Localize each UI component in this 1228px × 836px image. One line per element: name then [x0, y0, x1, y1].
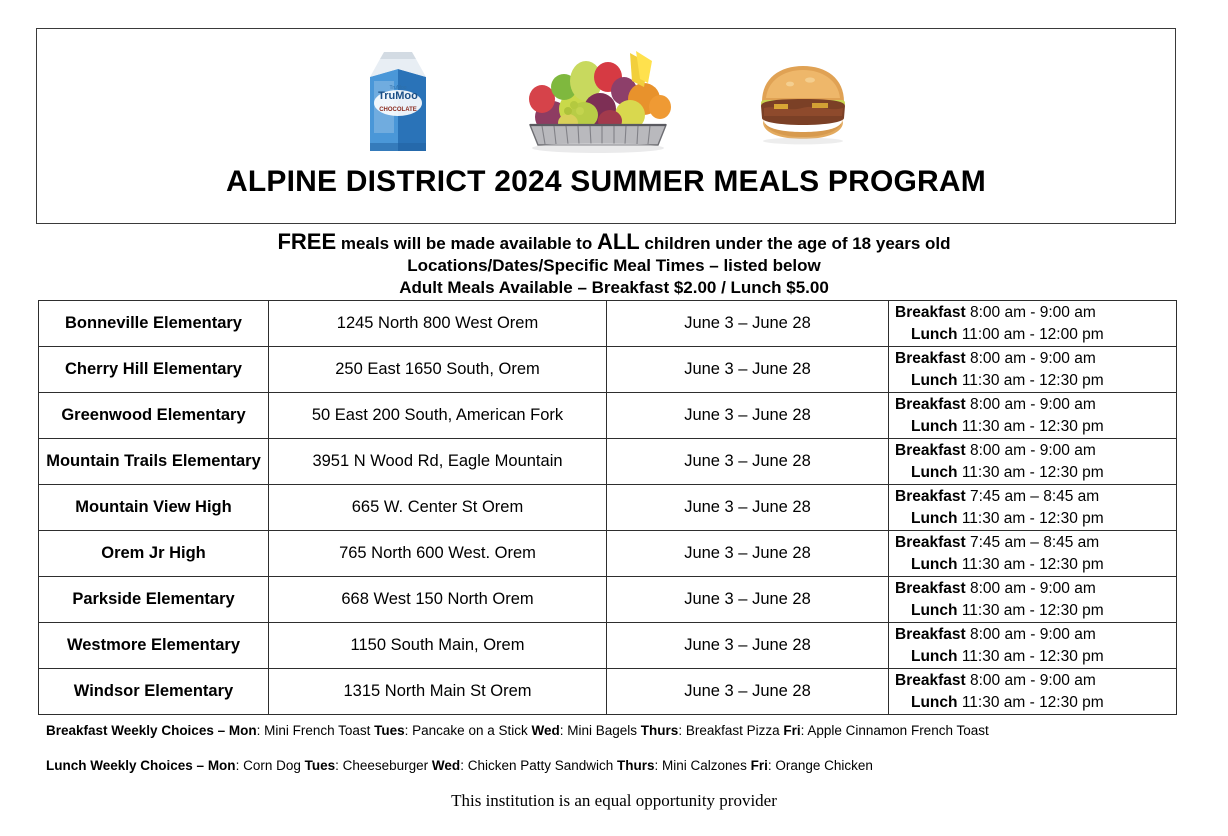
breakfast-label: Breakfast [895, 441, 966, 459]
breakfast-food-tues: : Pancake on a Stick [404, 723, 532, 738]
breakfast-food-mon: : Mini French Toast [256, 723, 375, 738]
milk-carton-image [360, 47, 438, 157]
schedule-table-body [39, 301, 1177, 715]
breakfast-time: 8:00 am - 9:00 am [969, 579, 1096, 597]
header-banner [36, 28, 1176, 224]
lunch-time: 11:30 am - 12:30 pm [961, 601, 1104, 619]
breakfast-time: 8:00 am - 9:00 am [969, 625, 1096, 643]
lunch-time: 11:30 am - 12:30 pm [961, 371, 1104, 389]
breakfast-time: 8:00 am - 9:00 am [969, 349, 1096, 367]
site-name: Bonneville Elementary [39, 301, 269, 347]
header-image-strip [37, 37, 1175, 167]
breakfast-day-mon: Mon [228, 723, 257, 738]
breakfast-day-fri: Fri [783, 723, 801, 738]
meal-schedule-table [38, 300, 1177, 715]
hamburger-image [754, 58, 852, 146]
table-row [39, 347, 1177, 393]
intro-line-2: Locations/Dates/Specific Meal Times – listed below [407, 256, 821, 275]
site-address: 50 East 200 South, American Fork [269, 393, 607, 439]
breakfast-day-wed: Wed [531, 723, 560, 738]
intro-line-1-mid: meals will be made available to [336, 234, 597, 253]
breakfast-label: Breakfast [895, 671, 966, 689]
breakfast-choices-heading: Breakfast Weekly Choices – [46, 723, 229, 738]
intro-line-1-end: children under the age of 18 years old [639, 234, 951, 253]
site-dates: June 3 – June 28 [607, 669, 889, 715]
site-address: 3951 N Wood Rd, Eagle Mountain [269, 439, 607, 485]
fruit-basket-image [512, 47, 680, 157]
table-row [39, 485, 1177, 531]
breakfast-label: Breakfast [895, 303, 966, 321]
site-name: Mountain View High [39, 485, 269, 531]
lunch-day-fri: Fri [750, 758, 768, 773]
site-meal-times [889, 347, 1177, 393]
site-name: Orem Jr High [39, 531, 269, 577]
table-row [39, 393, 1177, 439]
lunch-day-thurs: Thurs [617, 758, 655, 773]
lunch-time: 11:30 am - 12:30 pm [961, 509, 1104, 527]
site-address: 765 North 600 West. Orem [269, 531, 607, 577]
site-address: 250 East 1650 South, Orem [269, 347, 607, 393]
breakfast-time: 7:45 am – 8:45 am [969, 533, 1100, 551]
svg-text:TruMoo: TruMoo [389, 85, 407, 91]
site-name: Parkside Elementary [39, 577, 269, 623]
lunch-label: Lunch [911, 601, 958, 619]
site-dates: June 3 – June 28 [607, 347, 889, 393]
breakfast-label: Breakfast [895, 579, 966, 597]
intro-line-3: Adult Meals Available – Breakfast $2.00 / Lunch $5.00 [399, 278, 829, 297]
table-row [39, 531, 1177, 577]
lunch-food-tues: : Cheeseburger [335, 758, 432, 773]
lunch-label: Lunch [911, 509, 958, 527]
site-address: 1315 North Main St Orem [269, 669, 607, 715]
lunch-food-fri: : Orange Chicken [767, 758, 873, 773]
site-name: Windsor Elementary [39, 669, 269, 715]
table-row [39, 577, 1177, 623]
breakfast-weekly-choices [46, 722, 1186, 739]
site-name: Greenwood Elementary [39, 393, 269, 439]
breakfast-time: 7:45 am – 8:45 am [969, 487, 1100, 505]
lunch-food-mon: : Corn Dog [235, 758, 305, 773]
site-address: 668 West 150 North Orem [269, 577, 607, 623]
lunch-time: 11:30 am - 12:30 pm [961, 647, 1104, 665]
site-meal-times [889, 669, 1177, 715]
site-meal-times [889, 439, 1177, 485]
breakfast-time: 8:00 am - 9:00 am [969, 395, 1096, 413]
breakfast-food-wed: : Mini Bagels [559, 723, 641, 738]
site-meal-times [889, 577, 1177, 623]
lunch-label: Lunch [911, 463, 958, 481]
site-meal-times [889, 301, 1177, 347]
lunch-label: Lunch [911, 325, 958, 343]
lunch-time: 11:00 am - 12:00 pm [961, 325, 1104, 343]
lunch-day-tues: Tues [304, 758, 336, 773]
breakfast-label: Breakfast [895, 395, 966, 413]
site-address: 1150 South Main, Orem [269, 623, 607, 669]
breakfast-time: 8:00 am - 9:00 am [969, 671, 1096, 689]
table-row [39, 669, 1177, 715]
breakfast-time: 8:00 am - 9:00 am [969, 303, 1096, 321]
weekly-choices-notes [46, 722, 1186, 774]
lunch-time: 11:30 am - 12:30 pm [961, 417, 1104, 435]
site-address: 1245 North 800 West Orem [269, 301, 607, 347]
breakfast-day-tues: Tues [374, 723, 405, 738]
site-meal-times [889, 485, 1177, 531]
lunch-day-mon: Mon [207, 758, 236, 773]
lunch-choices-heading: Lunch Weekly Choices – [46, 758, 208, 773]
site-dates: June 3 – June 28 [607, 439, 889, 485]
lunch-label: Lunch [911, 555, 958, 573]
table-row [39, 623, 1177, 669]
lunch-label: Lunch [911, 417, 958, 435]
breakfast-label: Breakfast [895, 625, 966, 643]
lunch-label: Lunch [911, 371, 958, 389]
site-dates: June 3 – June 28 [607, 577, 889, 623]
site-dates: June 3 – June 28 [607, 531, 889, 577]
lunch-time: 11:30 am - 12:30 pm [961, 555, 1104, 573]
site-name: Mountain Trails Elementary [39, 439, 269, 485]
site-meal-times [889, 531, 1177, 577]
breakfast-food-fri: : Apple Cinnamon French Toast [800, 723, 989, 738]
lunch-time: 11:30 am - 12:30 pm [961, 463, 1104, 481]
site-name: Westmore Elementary [39, 623, 269, 669]
breakfast-label: Breakfast [895, 349, 966, 367]
breakfast-label: Breakfast [895, 487, 966, 505]
equal-opportunity-statement: This institution is an equal opportunity provider [451, 791, 777, 810]
lunch-label: Lunch [911, 647, 958, 665]
site-dates: June 3 – June 28 [607, 623, 889, 669]
site-address: 665 W. Center St Orem [269, 485, 607, 531]
svg-text:TruMoo: TruMoo [378, 90, 418, 102]
breakfast-time: 8:00 am - 9:00 am [969, 441, 1096, 459]
table-row [39, 439, 1177, 485]
intro-block [0, 231, 1228, 299]
intro-line-1 [0, 231, 1228, 255]
breakfast-day-thurs: Thurs [640, 723, 679, 738]
svg-text:CHOCOLATE: CHOCOLATE [379, 107, 417, 113]
site-meal-times [889, 623, 1177, 669]
breakfast-food-thurs: : Breakfast Pizza [678, 723, 784, 738]
table-row [39, 301, 1177, 347]
lunch-time: 11:30 am - 12:30 pm [961, 693, 1104, 711]
page-title: ALPINE DISTRICT 2024 SUMMER MEALS PROGRAM [226, 165, 986, 198]
site-dates: June 3 – June 28 [607, 485, 889, 531]
lunch-label: Lunch [911, 693, 958, 711]
breakfast-label: Breakfast [895, 533, 966, 551]
site-name: Cherry Hill Elementary [39, 347, 269, 393]
lunch-weekly-choices [46, 757, 1186, 774]
intro-free-emphasis: FREE [277, 229, 337, 254]
site-dates: June 3 – June 28 [607, 393, 889, 439]
lunch-food-wed: : Chicken Patty Sandwich [460, 758, 618, 773]
site-dates: June 3 – June 28 [607, 301, 889, 347]
site-meal-times [889, 393, 1177, 439]
intro-all-emphasis: ALL [596, 229, 640, 254]
lunch-day-wed: Wed [431, 758, 461, 773]
lunch-food-thurs: : Mini Calzones [654, 758, 751, 773]
